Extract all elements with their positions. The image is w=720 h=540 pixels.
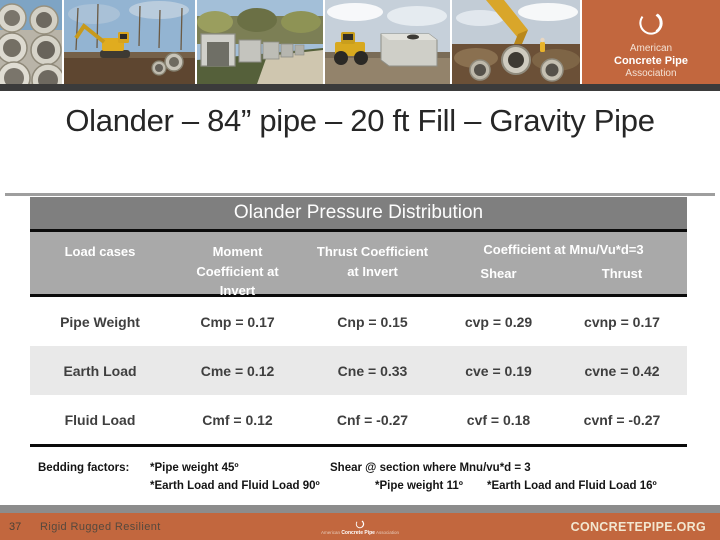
slide-title: Olander – 84” pipe – 20 ft Fill – Gravity Pipe [65, 103, 655, 138]
culvert-row-illustration [197, 0, 323, 84]
column-header-thrust-coefficient: Thrust Coefficient at Invert [316, 244, 429, 279]
bedding-factors-section [0, 458, 720, 504]
subheader-thrust: Thrust [601, 266, 643, 281]
title-underline [5, 193, 715, 196]
acpa-logo-text-association: Association [625, 68, 677, 79]
table-title: Olander Pressure Distribution [30, 197, 687, 232]
pipe-trench-photo [452, 0, 580, 84]
cell-load-case: Fluid Load [64, 411, 136, 428]
stacked-concrete-pipes-photo [0, 0, 62, 84]
table-row-earth-load [30, 346, 687, 395]
footer-acpa-ring-icon [354, 518, 366, 530]
footer-bar [0, 513, 720, 540]
footer-logo-concrete-pipe: Concrete Pipe [341, 529, 375, 536]
footer-acpa-logo-text [300, 530, 420, 536]
excavator-illustration [64, 0, 195, 84]
cell-thrust-coefficient: Cnp = 0.15 [337, 313, 408, 330]
column-header-moment-coefficient: Moment Coefficient at Invert [196, 244, 279, 298]
page-number: 37 [9, 520, 22, 533]
cell-thrust-value: cvnp = 0.17 [584, 313, 660, 330]
table-header-row [30, 232, 687, 297]
bedding-factors-label: Bedding factors: [38, 462, 130, 474]
olander-pressure-table [30, 197, 687, 447]
acpa-logo-text-american: American [629, 43, 673, 54]
subheader-shear: Shear [480, 266, 517, 281]
table-row-fluid-load [30, 395, 687, 444]
footer-tagline: Rigid Rugged Resilient [40, 520, 161, 533]
cell-moment-coefficient: Cmp = 0.17 [200, 313, 275, 330]
website-text: CONCRETEPIPE.ORG [570, 519, 706, 534]
banner-divider-strip [0, 84, 720, 91]
photo-banner [0, 0, 720, 84]
footer-logo-association: Association [375, 529, 399, 535]
cell-shear-value: cvf = 0.18 [466, 411, 531, 428]
cell-shear-value: cve = 0.19 [465, 362, 532, 379]
cell-load-case: Earth Load [63, 362, 137, 379]
acpa-logo-block [582, 0, 720, 84]
loader-concrete-box-photo [325, 0, 450, 84]
cell-moment-coefficient: Cmf = 0.12 [202, 411, 273, 428]
shear-section-note: Shear @ section where Mnu/vu*d = 3 [330, 462, 531, 474]
cell-thrust-value: cvne = 0.42 [584, 362, 660, 379]
bedding-earth-fluid-note: *Earth Load and Fluid Load 90º [150, 480, 320, 492]
cell-thrust-coefficient: Cne = 0.33 [337, 362, 408, 379]
box-culvert-row-photo [197, 0, 323, 84]
footer-divider-strip [0, 505, 720, 513]
cell-load-case: Pipe Weight [60, 313, 140, 330]
footer-logo-american: American [321, 529, 341, 535]
excavator-digging-photo [64, 0, 195, 84]
footer-acpa-logo [300, 518, 420, 536]
cell-thrust-coefficient: Cnf = -0.27 [336, 411, 409, 428]
column-header-coefficient-group [440, 232, 687, 294]
loader-illustration [325, 0, 450, 84]
table-row-pipe-weight [30, 297, 687, 346]
column-header-load-cases: Load cases [64, 244, 136, 259]
acpa-logo-text-concrete-pipe: Concrete Pipe [614, 55, 688, 67]
cell-moment-coefficient: Cme = 0.12 [200, 362, 275, 379]
stacked-pipes-illustration [0, 0, 62, 84]
shear-earth-fluid-note: *Earth Load and Fluid Load 16º [487, 480, 657, 492]
cell-thrust-value: cvnf = -0.27 [583, 411, 661, 428]
coefficient-group-label: Coefficient at Mnu/Vu*d=3 [483, 242, 644, 257]
coefficient-subheaders [440, 266, 687, 281]
shear-pipe-weight-note: *Pipe weight 11º [375, 480, 463, 492]
bedding-pipe-weight-note: *Pipe weight 45º [150, 462, 239, 474]
trench-pipes-illustration [452, 0, 580, 84]
acpa-ring-icon [634, 6, 668, 40]
table-body [30, 297, 687, 447]
cell-shear-value: cvp = 0.29 [464, 313, 533, 330]
